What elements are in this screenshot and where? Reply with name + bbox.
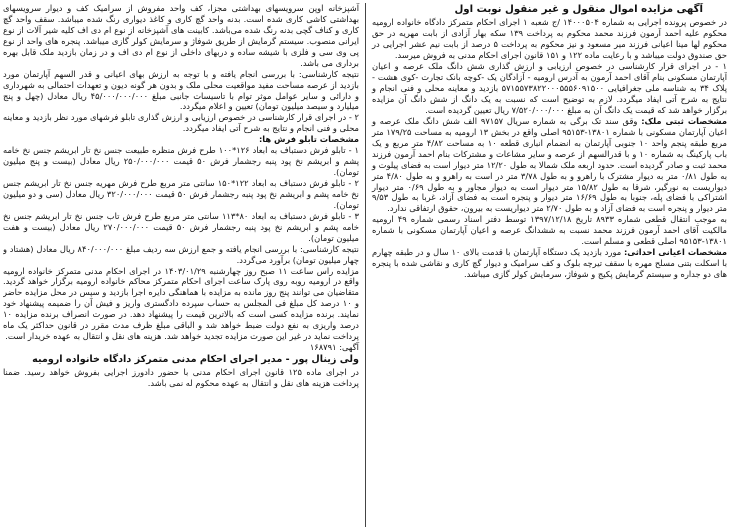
interior-description: آشپزخانه اوپن سرویسهای بهداشتی مجزا، کف واحد مفروش از سرامیک کف و دیوار سرویسهای بهداشتی کاشی کاری شده است. بدنه واحد گچ کاری و کاغذ دیواری رنگ شده میباشد. سقف واحد گچ کاری و کناف گچی بدنه رنگ شده می‌باشد. کابینت های آشپزخانه از نوع ام دی اف کلیه شیر آلات از نوع ایرانی منصوب. سیستم گرمایش از طریق شوفاژ و سرمایش کولر گازی میباشد. پنجره های واحد از نوع پی وی سی و فلزی با شیشه ساده و دربهای داخلی از نوع ام دی اف و در زمان بازدید ملک قابل بهره برداری می باشد. [3, 3, 359, 68]
building-description-text: مورد بازدید یک دستگاه آپارتمان با قدمت بالای ۱۰ سال و در طبقه چهارم با اسکلت بتنی مسلح مهره با سقف تیرچه بلوک و کف سرامیک و دیوار گچ کاری و نقاشی شده با پنجره های دو جداره و سیستم گرمایش پکیج و شوفاژ، سرمایش کولر گازی میباشد. [372, 247, 727, 280]
expert-conclusion-1: نتیجه کارشناسی: با بررسی انجام یافته و با توجه به ارزش بهای اعیانی و قدر السهم آپارتمان مورد بازدید از عرصه مساحت مفید مواقعیت محلی ملک و بدون هر گونه دیون و تعهدات احتمالی به شهرداری و دارائی و سایر عوامل موثر توام با تاسیسات جانبی مبلغ ۴۵/۰۰۰/۰۰۰/۰۰۰ ریال معادل (چهل و پنج میلیارد و سیصد میلیون تومان) تعیین و اعلام میگردد. [3, 68, 360, 112]
carpet-item-1: ۱ - تابلو فرش دستباف به ابعاد ۱۲۶*۱۰۰ طرح فرش منظره طبیعت جنس نخ تار ابریشم جنس نخ خامه پشم و ابریشم نخ پود پنبه رجشمار فرش ۵۰ قیمت ۲۵۰/۰۰۰/۰۰۰ ریال معادل (بیست و پنج میلیون تومان). [3, 145, 359, 178]
expert-conclusion-2: نتیجه کارشناسی: با بررسی انجام یافته و جمع ارزش سه ردیف مبلغ ۸۴۰/۰۰۰/۰۰۰ ریال معادل (هشتاد و چهار میلیون تومان) برآورد می‌گردد. [3, 243, 359, 265]
carpets-label: مشخصات تابلو فرش ها: [258, 134, 359, 145]
notice-title: آگهی مزایده اموال منقول و غیر منقول نوبت اول [454, 4, 703, 15]
building-description [372, 247, 727, 280]
carpet-item-2: ۲ - تابلو فرش دستباف به ابعاد ۱۲۲*۱۵۰ سانتی متر مربع طرح فرش مهریه جنس نخ تار ابریشم جنس نخ خامه پشم و ابریشم نخ پود پنبه رجشمار فرش ۵۰ قیمت ۳۲۰/۰۰۰/۰۰۰ ریال معادل (سی و دو میلیون تومان). [3, 178, 359, 210]
notice-item-2: ۲ - در اجرای قرار کارشناسی در خصوص ارزیابی و ارزش گذاری تابلو فرشهای مورد نظر بازدید و معاینه محلی و فنی انجام و نتایج به شرح آتی ایفاد میگردد. [3, 112, 359, 134]
ad-code: آگهی: ۱۶۸۷۹۱ [309, 342, 359, 353]
notice-column-right [365, 3, 727, 527]
property-specs-label: مشخصات ثبتی ملک: [641, 115, 727, 126]
notice-intro: در خصوص پرونده اجرایی به شماره ۱۴۰۰۰۵۰۴ /ج شعبه ۱ اجرای احکام متمرکز دادگاه خانواده ارومیه محکوم علیه احمد آرمون فرزند محمد محکوم به پرداخت ۱۳۹ سکه بهار آزادی از بابت مهریه در حق محکوم لها مینا اعیانی فرزند میر مسعود و نیز محکوم به پرداخت ۵ درصد از بابت نیم عشر اجرایی در حق صندوق دولت میباشد و با رعایت ماده ۱۲۲ و ۱۵۱ قانون اجرای احکام مدنی به فروش میرسد. [372, 17, 727, 61]
carpet-item-3: ۳ - تابلو فرش دستباف به ابعاد ۸۰*۱۱۳ سانتی متر مربع طرح فرش تاب جنس نخ تار ابریشم جنس نخ خامه پشم و ابریشم نخ پود پنبه رجشمار فرش ۵۰ قیمت ۲۷۰/۰۰۰/۰۰۰ ریال معادل (بیست و هفت میلیون تومان). [3, 210, 359, 243]
auction-details: مزایده راس ساعت ۱۱ صبح روز چهارشنبه ۱۴۰۳/۰۱/۲۹ در اجرای احکام مدنی متمرکز خانواده ارومیه واقع در ارومیه روبه روی پارک ساعت اجرای احکام متمرکز محاکم خانواده ارومیه برگزار خواهد گردید. متقاضیان می توانند پنج روز مانده به مزایده با هماهنگی دایره اجرا بازدید و سپس در محل مزایده حاضر و ۱۰ درصد کل مبلغ فی المجلس به حساب سپرده دادگستری واریز و فیش آن را ضمیمه پیشنهاد خود نمایند. برنده مزایده کسی است که بالاترین قیمت را پیشنهاد دهد. در صورت انصراف برنده مزایده ۱۰ درصد واریزی به نفع دولت ضبط خواهد شد و الباقی مبلغ ظرف مدت مقرر در قانون حداکثر یک ماه پرداخت نماید در غیر این صورت مزایده تجدید خواهد شد. هزینه های نقل و انتقال به عهده خریدار است. [3, 265, 359, 342]
signature-line: ولی زینال پور - مدیر اجرای احکام مدنی متمرکز دادگاه خانواده ارومیه [32, 354, 359, 365]
notice-item-1: ۱ - در اجرای قرار کارشناسی در خصوص ارزیابی و ارزش گذاری شش دانگ ملک عرصه و اعیان آپارتمان مسکونی بنام آقای احمد آرمون به آدرس ارومیه - آزادگان یک -کوچه بانک تجارت -کوی هشت - پلاک ۳۴ به شناسه ملی جغرافیایی ۵۷۱۵۵۷۳۸۲۲۰۰۰۵۵۵۶۰۹۱۵۰۰ بازدید و معاینه محلی و فنی انجام و نتایج به شرح آتی ایفاد میگردد. لازم به توضیح است که نسبت به یک دانگ از شش دانگ آن مزایده برگزار خواهد شد که قیمت یک دانگ آن به مبلغ ۷/۵۲۰/۰۰۰/۰۰۰ ریال تعیین گردیده است. [372, 61, 727, 115]
footnote: در اجرای ماده ۱۲۵ قانون اجرای احکام مدنی با حضور دادورز اجرایی بفروش خواهد رسید. ضمنا پرداخت هزینه های نقل و انتقال به عهده محکوم له نمی باشد. [3, 366, 359, 388]
building-description-label: مشخصات اعیانی احداثی: [623, 247, 727, 258]
property-specs-text: وقق سند تک برگی به شماره سریال ۹۷۱۵۷ الف شش دانگ ملک عرصه و اعیان آپارتمان مسکونی با شماره ۱۳۸۰۱-۹۵۱۵۳ اصلی واقع در بخش ۱۳ ارومیه به مساحت ۱۷۹/۲۵ متر مربع طبقه پنجم واحد ۱۰ جنوبی آپارتمان به انضمام انباری قطعه ۱۰ به مساحت ۴/۸۲ متر مربع و یک باب پارکینگ به شماره ۱۰ و با قدرالسهم از عرصه و سایر مشاعات و مشترکات بنام احمد آرمون فرزند محمد ثبت و صادر گردیده است. حدود اربعه ملک شمالا به طول ۱۲/۲۰ متر دیوار است به فضای پیلوت و به طول ۰/۸۱ متر به دیوار مشترک با راهرو و به طول ۳/۷۸ متر در است به راهرو و به طول ۴/۸۰ متر دیواریست به نورگیر، شرقا به طول ۱۵/۸۲ متر دیوار است به دیوار مجاور و به طول ۰/۶۹ متر دیوار اشتراکی با فضای پله، جنوبا به طول ۱۶/۶۹ متر دیوار و پنجره است به فضای آزاد، غربا به طول ۹/۵۳ متر دیوار و پنجره است به فضای آزاد و به طول ۲/۷۰ متر دیواریست به بیرون، حقوق ارتفاقی ندارد. [372, 115, 727, 214]
transfer-document: به موجب انتقال قطعی شماره ۸۹۳۳ تاریخ ۱۳۹۷/۱۲/۱۸ توسط دفتر اسناد رسمی شماره ۴۹ ارومیه مالکیت آقای احمد آرمون فرزند محمد نسبت به ششدانگ عرصه و اعیان آپارتمان مسکونی با شماره ۱۳۸۰۱-۹۵۱۵۳ اصلی قطعی و مسلم است. [372, 214, 727, 247]
property-specs [372, 116, 727, 214]
notice-column-left [3, 3, 365, 527]
